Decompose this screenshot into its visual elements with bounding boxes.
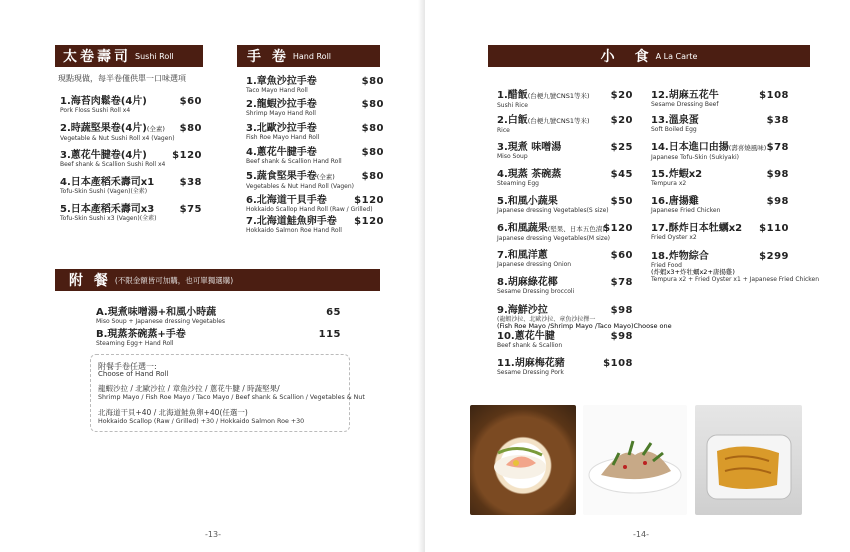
item-english-detail-2: Tempura x2 + Fried Oyster x1 + Japanese Fried Chicken — [651, 276, 820, 283]
item-english-name: Soft Boiled Egg — [651, 126, 697, 133]
menu-item — [497, 169, 633, 187]
item-name: 17.酥炸日本牡蠣x2 — [651, 223, 743, 234]
menu-item — [651, 142, 789, 161]
page-number-right: -14- — [633, 530, 649, 539]
menu-item — [60, 177, 202, 195]
item-price: $80 — [361, 147, 384, 158]
hand-roll-title: 手 卷 — [247, 49, 289, 65]
item-price: $78 — [610, 277, 633, 288]
item-note: (全素) — [316, 173, 335, 181]
item-price: $80 — [179, 123, 202, 134]
item-english-name: Beef shank & Scallion — [497, 342, 563, 349]
sushi-roll-title: 太卷壽司 — [63, 49, 131, 65]
photo-tofu-skin — [695, 405, 802, 515]
menu-item — [60, 123, 202, 142]
item-english-name: Japanese dressing Onion — [497, 261, 572, 268]
item-english-name: Tempura x2 — [651, 180, 687, 187]
menu-item — [96, 329, 341, 347]
menu-item — [651, 115, 789, 133]
item-name: 6.北海道干貝手卷 — [246, 195, 327, 206]
item-english-name: Vegetable & Nut Sushi Roll x4 (Vagen) — [60, 135, 175, 142]
item-price: $98 — [610, 331, 633, 342]
menu-item — [246, 195, 384, 213]
menu-item — [651, 251, 820, 283]
item-name: 1.醋飯(台梗九號CNS1等米) — [497, 90, 590, 101]
item-english-name: Shrimp Mayo Hand Roll — [246, 110, 316, 117]
item-name: 8.胡麻綠花椰 — [497, 277, 558, 288]
a-la-carte-title: 小 食 — [600, 49, 652, 65]
item-name: 2.龍蝦沙拉手卷 — [246, 99, 317, 110]
item-price: $120 — [172, 150, 202, 161]
item-english-detail: (炸蝦x3+炸牡蠣x2+唐揚雞) — [651, 268, 735, 276]
item-price: $78 — [766, 142, 789, 153]
side-dish-header — [55, 269, 380, 291]
item-price: 115 — [318, 329, 341, 340]
item-price: $60 — [610, 250, 633, 261]
a-la-carte-header — [488, 45, 810, 67]
item-english-name: Tofu-Skin Sushi x3 (Vagen)(全素) — [60, 215, 157, 222]
item-english-name: Japanese Tofu-Skin (Sukiyaki) — [651, 154, 740, 161]
item-name: 1.章魚沙拉手卷 — [246, 76, 317, 87]
sushi-subtitle: 現點現做，每半卷僅供單一口味選項 — [58, 74, 186, 83]
menu-item — [246, 216, 384, 234]
item-price: $80 — [361, 123, 384, 134]
menu-item — [651, 90, 789, 108]
item-price: $25 — [610, 142, 633, 153]
choice-title: 附餐手卷任選一: — [98, 362, 157, 371]
page-number-left: -13- — [205, 530, 221, 539]
item-english-name: Sushi Rice — [497, 102, 528, 109]
menu-item — [246, 99, 384, 117]
item-english-name: Steaming Egg — [497, 180, 539, 187]
hand-roll-title-en: Hand Roll — [292, 51, 332, 61]
item-name: 7.和風洋蔥 — [497, 250, 548, 261]
sushi-roll-header — [55, 45, 203, 67]
item-note: (台梗九號CNS1等米) — [527, 92, 590, 100]
item-note: (台梗九號CNS1等米) — [527, 117, 590, 125]
item-english-name: Hokkaido Salmon Roe Hand Roll — [246, 227, 342, 234]
item-name: 13.溫泉蛋 — [651, 115, 699, 126]
item-english-name: Fish Roe Mayo Hand Roll — [246, 134, 320, 141]
menu-item — [651, 196, 789, 214]
hand-roll-choice-box — [90, 354, 365, 432]
menu-item — [246, 123, 384, 141]
menu-item — [497, 223, 633, 242]
item-english-name: Vegetables & Nut Hand Roll (Vagen) — [246, 183, 355, 190]
item-name: 4.日本產稻禾壽司x1 — [60, 177, 155, 188]
menu-item — [60, 204, 202, 222]
item-name: 3.蔥花牛腱卷(4片) — [60, 150, 147, 161]
item-name: 14.日本進口由揚(壽喜燒風味) — [651, 142, 767, 153]
item-name: 16.唐揚雞 — [651, 196, 699, 207]
item-english-name: Japanese dressing Vegetables(S size) — [497, 207, 609, 214]
item-name: 2.白飯(台梗九號CNS1等米) — [497, 115, 590, 126]
item-english-name: Pork Floss Sushi Roll x4 — [60, 107, 131, 114]
menu-item — [497, 142, 633, 160]
item-price: $38 — [766, 115, 789, 126]
item-price: $80 — [361, 171, 384, 182]
item-english-name: (龍蝦沙拉、北歐沙拉、章魚沙拉擇一 — [497, 316, 596, 323]
item-price: $45 — [610, 169, 633, 180]
item-price: $108 — [603, 358, 633, 369]
item-english-name: Fried Oyster x2 — [651, 234, 697, 241]
item-name: 12.胡麻五花牛 — [651, 90, 719, 101]
menu-item — [60, 96, 202, 114]
item-name: 9.海鮮沙拉 — [497, 305, 548, 316]
menu-item — [497, 331, 633, 349]
item-name: 5.和風小蔬果 — [497, 196, 558, 207]
item-english-name: Sesame Dressing broccoli — [497, 288, 575, 295]
item-english-name: Sesame Dressing Beef — [651, 101, 719, 108]
item-name: 2.時蔬堅果卷(4片)(全素) — [60, 123, 165, 134]
menu-item — [497, 90, 633, 109]
item-price: $75 — [179, 204, 202, 215]
item-price: $20 — [610, 115, 633, 126]
item-english-name: Beef shank & Scallion Hand Roll — [246, 158, 342, 165]
item-price: $120 — [354, 195, 384, 206]
menu-item — [497, 250, 633, 268]
menu-item — [246, 76, 384, 94]
item-name: 4.現蒸 茶碗蒸 — [497, 169, 562, 180]
item-price: $120 — [603, 223, 633, 234]
menu-item — [246, 171, 384, 190]
item-name: 15.炸蝦x2 — [651, 169, 703, 180]
salmon-dish-illustration — [470, 405, 576, 515]
item-price: $98 — [766, 196, 789, 207]
item-name: 6.和風蔬果(堅果、日本五色漬) — [497, 223, 605, 234]
item-english-name: Miso Soup + Japanese dressing Vegetables — [96, 318, 226, 325]
hand-roll-header — [237, 45, 380, 67]
item-english-name: Japanese Fried Chicken — [651, 207, 721, 214]
item-price: $60 — [179, 96, 202, 107]
menu-item — [651, 169, 789, 187]
item-price: $120 — [354, 216, 384, 227]
item-price: $110 — [759, 223, 789, 234]
item-english-name: Hokkaido Scallop Hand Roll (Raw / Grilled) — [246, 206, 373, 213]
item-price: $80 — [361, 99, 384, 110]
item-price: $108 — [759, 90, 789, 101]
choice-upgrade: 北海道干貝+40 / 北海道鮭魚卵+40(任選一) — [98, 408, 248, 417]
menu-item — [497, 115, 633, 134]
item-price: $98 — [610, 305, 633, 316]
item-name: 5.日本產稻禾壽司x3 — [60, 204, 155, 215]
item-name: 10.蔥花牛腱 — [497, 331, 555, 342]
item-name: 7.北海道鮭魚卵手卷 — [246, 216, 337, 227]
item-name: 18.炸物綜合 — [651, 251, 709, 262]
item-english-name: Japanese dressing Vegetables(M size) — [497, 235, 610, 242]
item-note: (全素) — [146, 125, 165, 133]
menu-item — [96, 307, 341, 325]
photo-salmon-egg — [470, 405, 576, 515]
item-name: 3.現煮 味噌湯 — [497, 142, 562, 153]
menu-item — [497, 196, 633, 214]
item-price: $20 — [610, 90, 633, 101]
choice-options: 龍蝦沙拉 / 北歐沙拉 / 章魚沙拉 / 蔥花牛腱 / 時蔬堅果/ — [98, 384, 280, 393]
item-name: 4.蔥花牛腱手卷 — [246, 147, 317, 158]
item-english-name: Rice — [497, 127, 510, 134]
choice-options-en: Shrimp Mayo / Fish Roe Mayo / Taco Mayo / Beef shank & Scallion / Vegetables & Nut — [98, 394, 365, 401]
pork-dish-illustration — [583, 405, 687, 515]
item-note: (壽喜燒風味) — [728, 144, 767, 152]
item-price: $50 — [610, 196, 633, 207]
item-price: $80 — [361, 76, 384, 87]
menu-item — [497, 277, 633, 295]
item-english-name: Taco Mayo Hand Roll — [246, 87, 308, 94]
menu-item — [497, 358, 633, 376]
menu-item — [60, 150, 202, 168]
menu-item — [651, 223, 789, 241]
photo-pork-salad — [583, 405, 687, 515]
item-name: A.現煮味噌湯+和風小時蔬 — [96, 307, 217, 318]
item-price: $38 — [179, 177, 202, 188]
choice-upgrade-en: Hokkaido Scallop (Raw / Grilled) +30 / Hokkaido Salmon Roe +30 — [98, 418, 305, 425]
item-name: 11.胡麻梅花豬 — [497, 358, 565, 369]
item-price: $299 — [759, 251, 789, 262]
item-note: (堅果、日本五色漬) — [547, 225, 605, 233]
item-name: 5.蔬食堅果手卷(全素) — [246, 171, 335, 182]
item-english-name: Beef shank & Scallion Sushi Roll x4 — [60, 161, 166, 168]
item-english-name: Miso Soup — [497, 153, 528, 160]
item-price: $98 — [766, 169, 789, 180]
choice-title-en: Choose of Hand Roll — [98, 370, 169, 378]
menu-item — [246, 147, 384, 165]
item-name: B.現蒸茶碗蒸+手卷 — [96, 329, 186, 340]
right-page — [425, 0, 850, 552]
item-english-name: Steaming Egg+ Hand Roll — [96, 340, 174, 347]
side-dish-note: (不限金額皆可加購，也可單獨選購) — [114, 275, 234, 285]
a-la-carte-title-en: A La Carte — [655, 51, 698, 61]
menu-item — [497, 305, 672, 330]
item-english-name: Sesame Dressing Pork — [497, 369, 564, 376]
item-name: 3.北歐沙拉手卷 — [246, 123, 317, 134]
item-english-name: Tofu-Skin Sushi (Vagen)(全素) — [60, 188, 148, 195]
sushi-roll-title-en: Sushi Roll — [135, 51, 174, 61]
item-name: 1.海苔肉鬆卷(4片) — [60, 96, 147, 107]
item-price: 65 — [326, 307, 341, 318]
item-english-detail: (Fish Roe Mayo /Shrimp Mayo /Taco Mayo)Choose one — [497, 322, 672, 330]
item-english-name: Fried Food — [651, 262, 682, 269]
tofu-dish-illustration — [695, 405, 802, 515]
side-dish-title: 附 餐 — [69, 273, 111, 289]
